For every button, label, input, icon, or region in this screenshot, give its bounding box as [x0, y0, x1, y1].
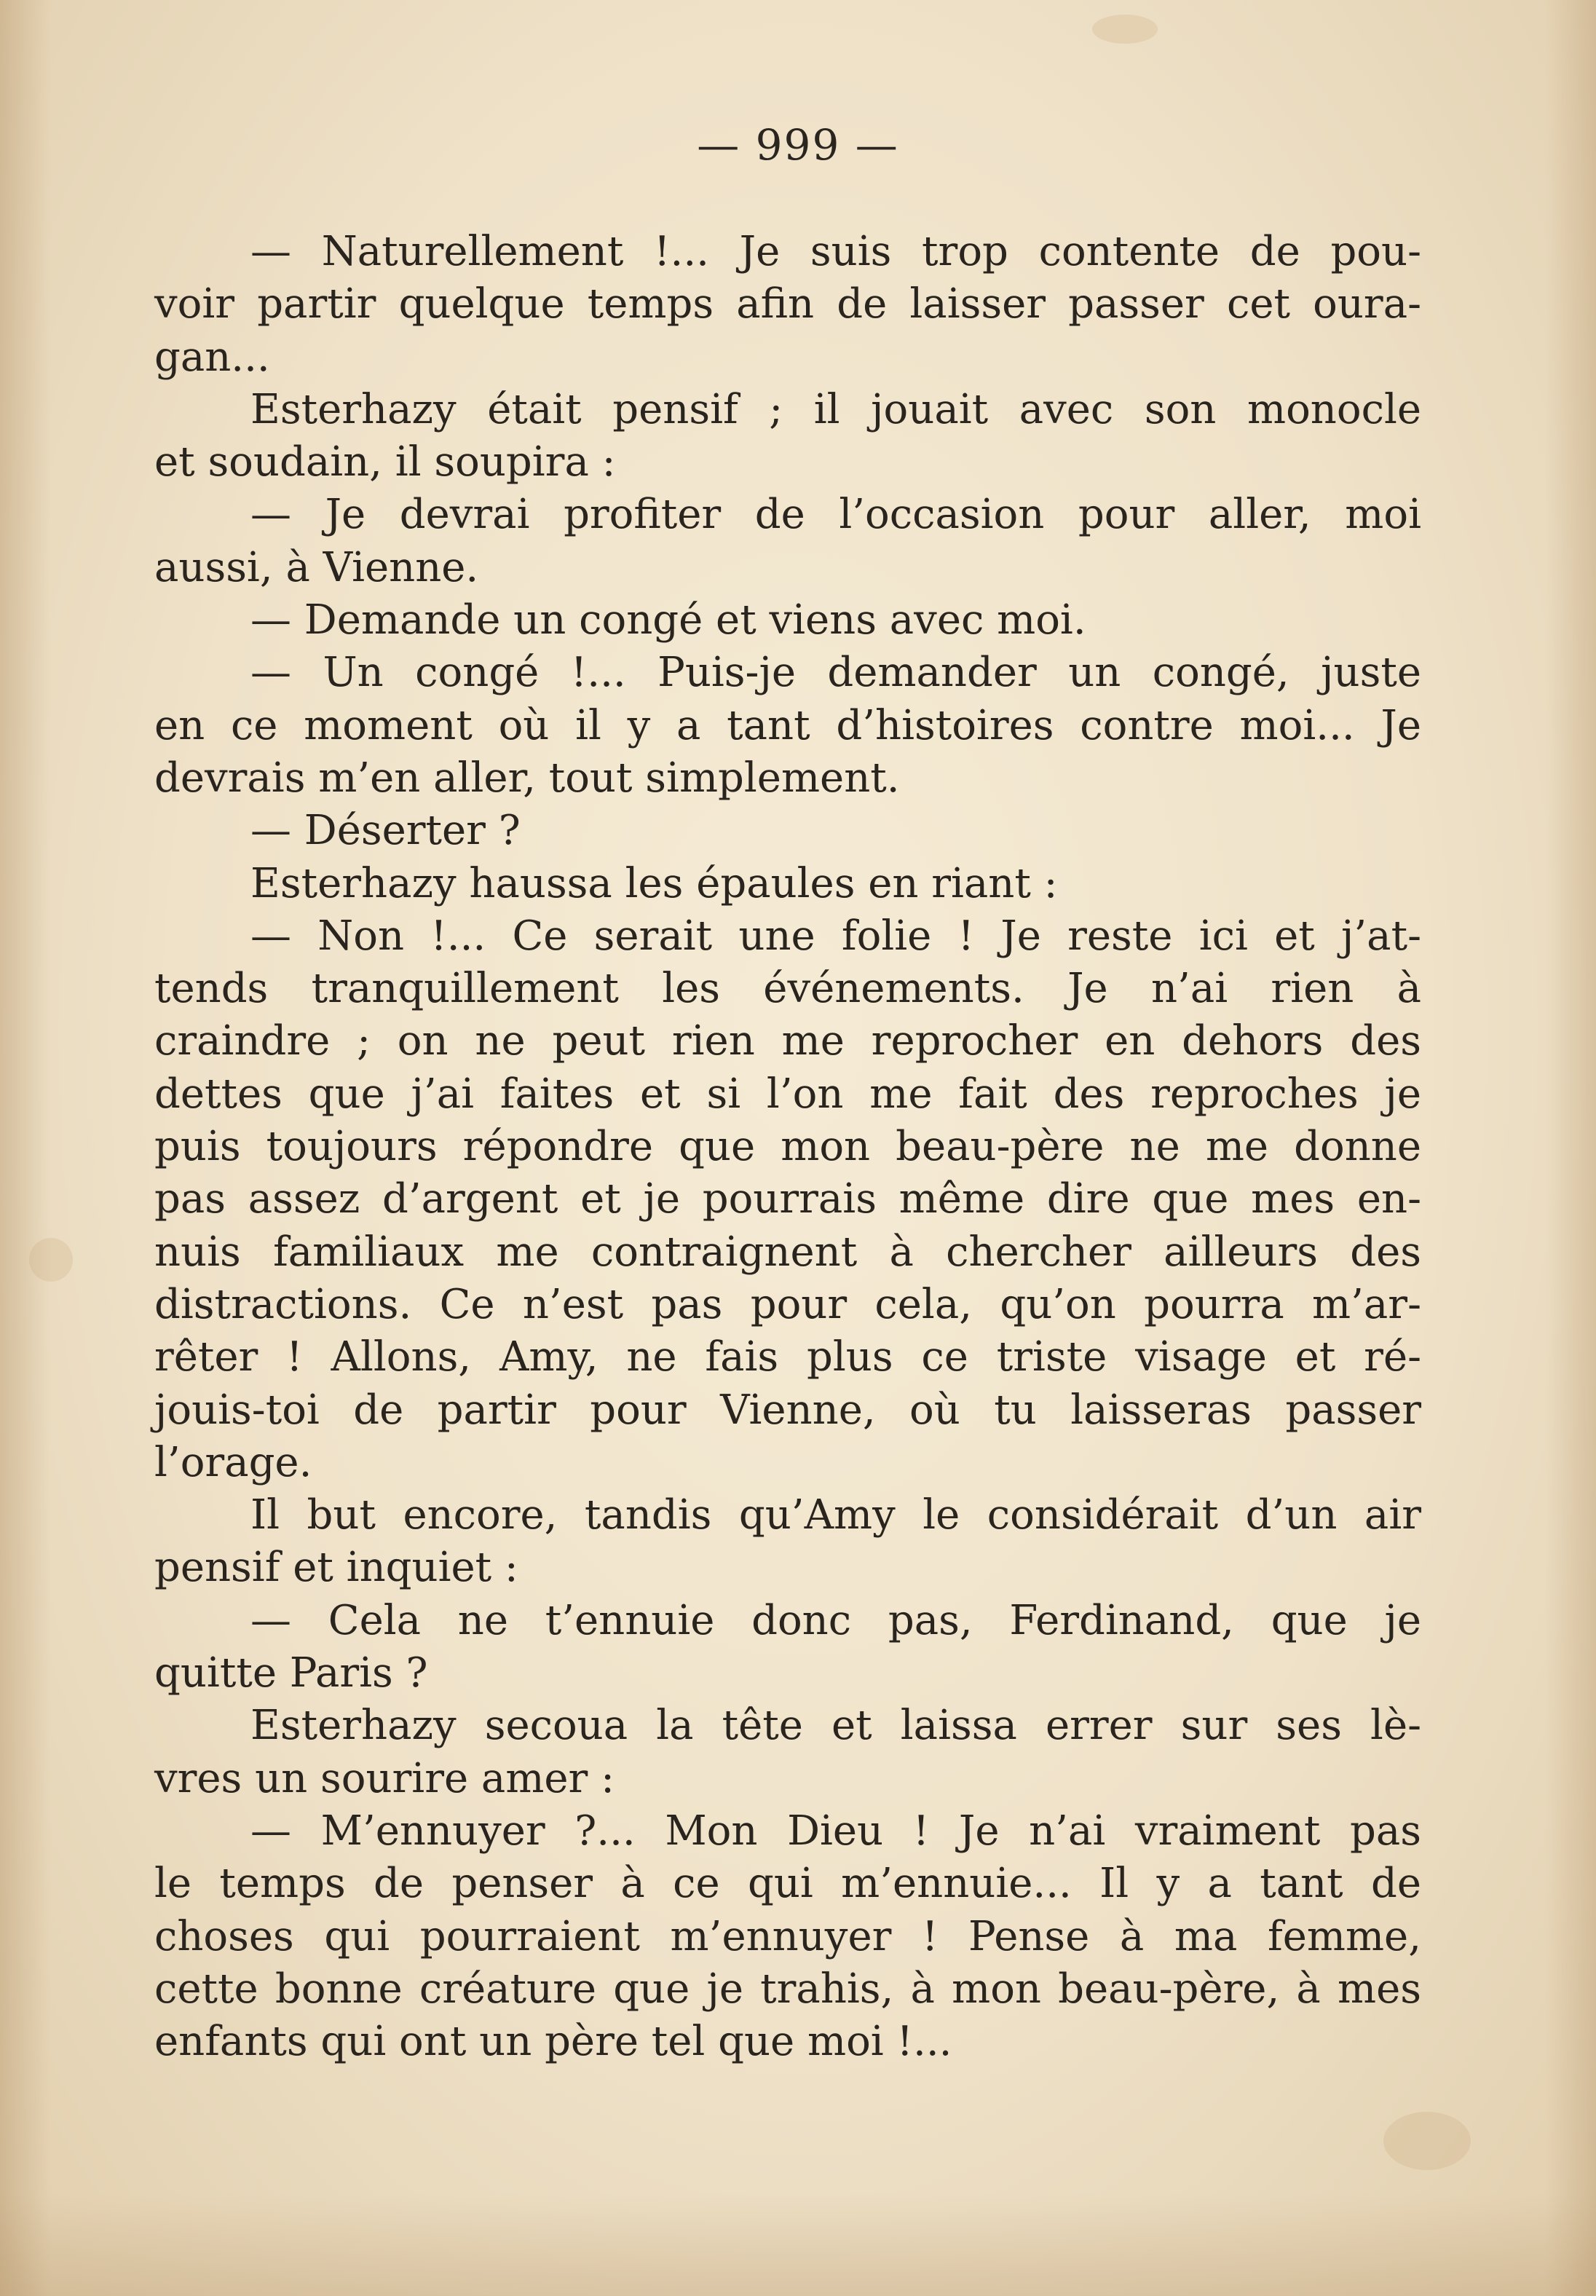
text-line: pas assez d’argent et je pourrais même dire que mes en-: [154, 1175, 1421, 1223]
page-edge-bottom: [0, 2194, 1596, 2296]
text-line: et soudain, il soupira :: [154, 438, 616, 486]
page-edge-right: [1545, 0, 1596, 2296]
text-line: — M’ennuyer ?... Mon Dieu ! Je n’ai vraiment pas: [250, 1807, 1421, 1855]
text-line: aussi, à Vienne.: [154, 543, 479, 591]
text-line: Esterhazy haussa les épaules en riant :: [250, 859, 1058, 907]
text-line: devrais m’en aller, tout simplement.: [154, 754, 900, 802]
text-line: l’orage.: [154, 1438, 312, 1486]
paper-stain: [1092, 15, 1158, 44]
text-line: rêter ! Allons, Amy, ne fais plus ce triste visage et ré-: [154, 1333, 1421, 1381]
text-line: Esterhazy secoua la tête et laissa errer sur ses lè-: [250, 1702, 1421, 1750]
text-line: craindre ; on ne peut rien me reprocher en dehors des: [154, 1017, 1421, 1065]
text-line: pensif et inquiet :: [154, 1544, 518, 1592]
paper-stain: [29, 1238, 73, 1282]
text-line: — Cela ne t’ennuie donc pas, Ferdinand, que je: [250, 1596, 1421, 1644]
text-line: nuis familiaux me contraignent à chercher ailleurs des: [154, 1228, 1421, 1276]
text-line: voir partir quelque temps afin de laisser passer cet oura-: [154, 280, 1421, 328]
paper-stain: [1383, 2112, 1471, 2170]
text-line: — Un congé !... Puis-je demander un congé, juste: [250, 649, 1421, 697]
text-line: dettes que j’ai faites et si l’on me fait des reproches je: [154, 1070, 1421, 1118]
text-line: enfants qui ont un père tel que moi !...: [154, 2018, 952, 2066]
text-line: Esterhazy était pensif ; il jouait avec son monocle: [250, 385, 1421, 433]
text-line: cette bonne créature que je trahis, à mon beau-père, à mes: [154, 1965, 1421, 2013]
text-line: le temps de penser à ce qui m’ennuie... Il y a tant de: [154, 1860, 1421, 1908]
text-line: — Demande un congé et viens avec moi.: [250, 596, 1086, 644]
text-line: en ce moment où il y a tant d’histoires contre moi... Je: [154, 701, 1421, 749]
text-line: distractions. Ce n’est pas pour cela, qu’on pourra m’ar-: [154, 1280, 1421, 1328]
text-line: quitte Paris ?: [154, 1649, 428, 1697]
page-edge-left: [0, 0, 51, 2296]
text-line: vres un sourire amer :: [154, 1754, 615, 1802]
text-line: — Je devrai profiter de l’occasion pour aller, moi: [250, 491, 1421, 539]
text-line: tends tranquillement les événements. Je n’ai rien à: [154, 965, 1421, 1013]
text-line: — Non !... Ce serait une folie ! Je reste ici et j’at-: [250, 912, 1421, 960]
text-line: Il but encore, tandis qu’Amy le considérait d’un air: [250, 1491, 1421, 1539]
body-text: [154, 226, 1421, 2068]
text-line: — Naturellement !... Je suis trop contente de pou-: [250, 228, 1421, 275]
text-line: gan...: [154, 333, 270, 381]
text-line: — Déserter ?: [250, 807, 521, 855]
text-line: puis toujours répondre que mon beau-père ne me donne: [154, 1123, 1421, 1171]
text-line: jouis-toi de partir pour Vienne, où tu laisseras passer: [154, 1386, 1421, 1434]
page-number: — 999 —: [697, 120, 899, 170]
text-line: choses qui pourraient m’ennuyer ! Pense à ma femme,: [154, 1912, 1421, 1960]
